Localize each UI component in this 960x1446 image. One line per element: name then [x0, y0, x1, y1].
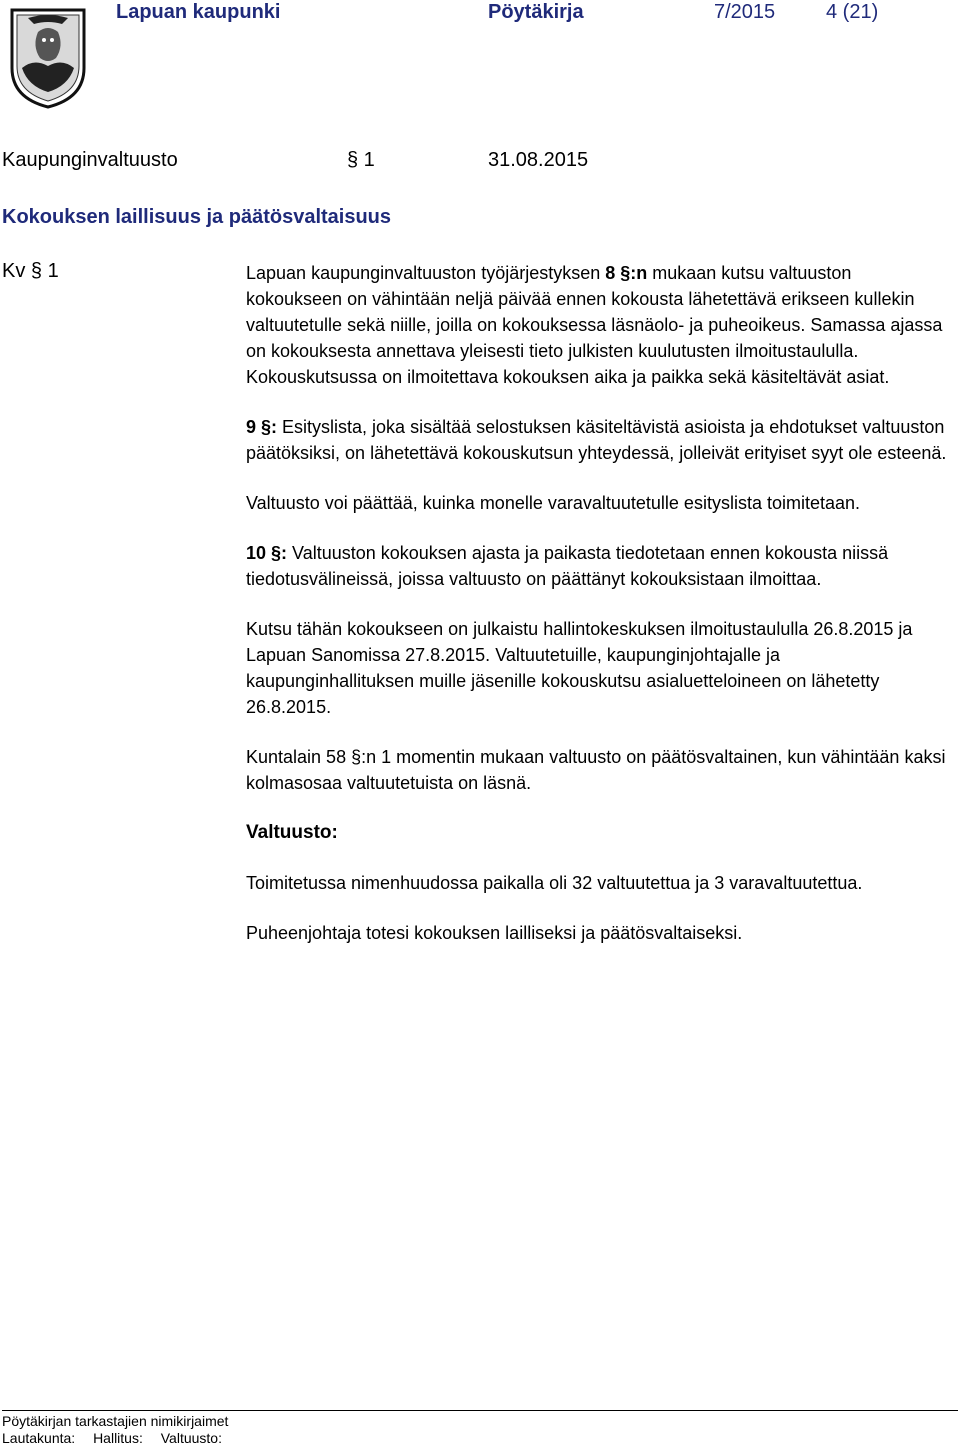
paragraph-deputies: Valtuusto voi päättää, kuinka monelle varavaltuutetulle esityslista toimitetaan.	[246, 493, 861, 513]
paragraph-announcement: 10 §: Valtuuston kokouksen ajasta ja paikasta tiedotetaan ennen kokousta niissä tiedotusvälineissä, joissa valtuusto on päättänyt kokouksistaan ilmoittaa.	[246, 543, 889, 589]
paragraph-quorum-rule: Kuntalain 58 §:n 1 momentin mukaan valtuusto on päätösvaltainen, kun vähintään kaksi kolmasosaa valtuutetuista on läsnä.	[246, 747, 946, 793]
document-number: 7/2015	[714, 1, 776, 23]
meeting-body: Kaupunginvaltuusto	[2, 149, 178, 171]
paragraph-publication: Kutsu tähän kokoukseen on julkaistu hallintokeskuksen ilmoitustaululla 26.8.2015 ja Lapuan Sanomissa 27.8.2015. Valtuutetuille, kaupunginjohtajalle ja kaupunginhallituksen muille jäsenille kokouskutsu asialuetteloineen on lähetetty 26.8.2015.	[246, 619, 913, 717]
footer-title: Pöytäkirjan tarkastajien nimikirjaimet	[2, 1413, 229, 1429]
rule-reference: 8 §:n	[605, 263, 648, 283]
meeting-date: 31.08.2015	[488, 149, 589, 171]
lapua-coat-of-arms-icon	[8, 6, 88, 110]
page-number: 4 (21)	[826, 1, 879, 23]
section-label: Kv § 1	[2, 260, 59, 282]
footer-initials-row	[2, 1430, 236, 1446]
decision-subheading: Valtuusto:	[246, 822, 338, 843]
page-title: Kokouksen laillisuus ja päätösvaltaisuus	[2, 206, 392, 228]
rule-reference: 9 §:	[246, 417, 278, 437]
paragraph-decision: Puheenjohtaja totesi kokouksen lailliseksi ja päätösvaltaiseksi.	[246, 923, 743, 943]
document-type: Pöytäkirja	[488, 1, 584, 23]
footer-valtuusto: Valtuusto:	[160, 1430, 222, 1446]
footer-hallitus: Hallitus:	[93, 1430, 143, 1446]
municipality-name: Lapuan kaupunki	[116, 1, 281, 23]
minutes-body	[246, 260, 952, 970]
footer-lautakunta: Lautakunta:	[2, 1430, 76, 1446]
section-number: § 1	[347, 149, 375, 171]
paragraph-invitation: Lapuan kaupunginvaltuuston työjärjestyksen 8 §:n mukaan kutsu valtuuston kokoukseen on vähintään neljä päivää ennen kokousta lähetettävä erikseen kullekin valtuutetulle sekä niille, joilla on kokouksessa läsnäolo- ja puheoikeus. Samassa ajassa on kokouksesta annettava yleisesti tieto julkisten kuulutusten ilmoitustaululla. Kokouskutsussa on ilmoitettava kokouksen aika ja paikka sekä käsiteltävät asiat.	[246, 263, 943, 387]
rule-reference: 10 §:	[246, 543, 288, 563]
footer-divider	[2, 1410, 958, 1411]
paragraph-agenda: 9 §: Esityslista, joka sisältää selostuksen käsiteltävistä asioista ja ehdotukset valtuuston päätöksiksi, on lähetettävä kokouskutsun yhteydessä, jolleivät erityiset syyt ole esteenä.	[246, 417, 947, 463]
paragraph-roll-call: Toimitetussa nimenhuudossa paikalla oli 32 valtuutettua ja 3 varavaltuutettua.	[246, 873, 863, 893]
